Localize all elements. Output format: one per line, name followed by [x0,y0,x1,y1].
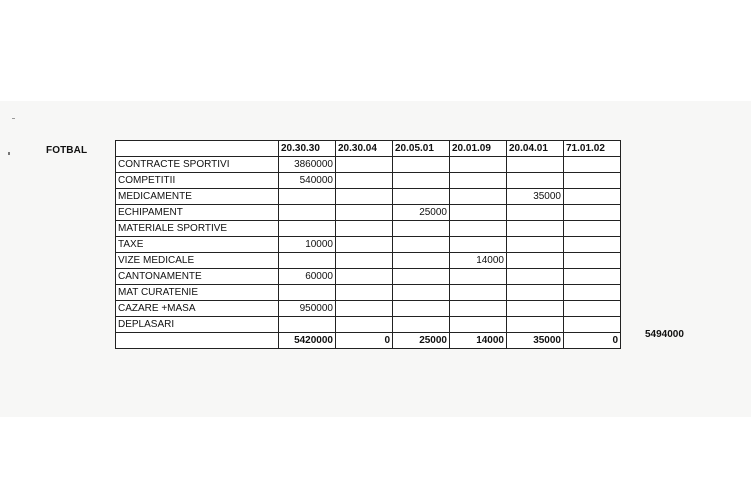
value-cell [450,189,507,205]
value-cell [507,157,564,173]
row-label [116,333,279,349]
scan-speck [8,152,10,155]
column-header: 20.05.01 [393,141,450,157]
row-label: CANTONAMENTE [116,269,279,285]
value-cell [450,205,507,221]
header-blank-cell [116,141,279,157]
value-cell: 10000 [279,237,336,253]
grand-total: 5494000 [645,329,684,340]
value-cell: 5420000 [279,333,336,349]
row-label: CONTRACTE SPORTIVI [116,157,279,173]
value-cell [393,253,450,269]
value-cell [507,269,564,285]
value-cell [564,237,621,253]
value-cell [393,157,450,173]
value-cell: 25000 [393,333,450,349]
table-row [116,221,621,237]
value-cell [393,285,450,301]
value-cell: 14000 [450,253,507,269]
value-cell [564,221,621,237]
value-cell [393,317,450,333]
value-cell [564,301,621,317]
value-cell [507,205,564,221]
value-cell [507,237,564,253]
value-cell [279,317,336,333]
value-cell [336,205,393,221]
value-cell [393,173,450,189]
value-cell: 0 [336,333,393,349]
table-row [116,317,621,333]
table-row [116,269,621,285]
value-cell [393,301,450,317]
row-label: DEPLASARI [116,317,279,333]
column-header: 20.30.30 [279,141,336,157]
value-cell [450,221,507,237]
value-cell [450,285,507,301]
row-label: MEDICAMENTE [116,189,279,205]
table-row [116,173,621,189]
row-label: MATERIALE SPORTIVE [116,221,279,237]
table-row [116,157,621,173]
value-cell [564,157,621,173]
value-cell [564,285,621,301]
value-cell [507,221,564,237]
value-cell [507,301,564,317]
table-row [116,189,621,205]
row-label: VIZE MEDICALE [116,253,279,269]
sport-title: FOTBAL [46,145,88,156]
value-cell: 3860000 [279,157,336,173]
value-cell [279,253,336,269]
row-label: COMPETITII [116,173,279,189]
row-label: ECHIPAMENT [116,205,279,221]
value-cell [393,269,450,285]
value-cell [393,189,450,205]
value-cell [507,253,564,269]
value-cell [393,237,450,253]
value-cell [450,317,507,333]
value-cell [564,253,621,269]
value-cell [336,317,393,333]
value-cell [450,301,507,317]
scan-speck [12,118,15,119]
value-cell [450,173,507,189]
value-cell [393,221,450,237]
value-cell [336,189,393,205]
value-cell: 540000 [279,173,336,189]
value-cell [336,253,393,269]
table-row [116,253,621,269]
value-cell [507,285,564,301]
value-cell [450,237,507,253]
header-row [116,141,621,157]
value-cell [336,301,393,317]
table-row [116,285,621,301]
value-cell [336,221,393,237]
value-cell [507,173,564,189]
value-cell: 35000 [507,333,564,349]
value-cell [450,157,507,173]
value-cell [279,221,336,237]
value-cell [279,205,336,221]
column-header: 20.01.09 [450,141,507,157]
value-cell [279,189,336,205]
value-cell: 25000 [393,205,450,221]
value-cell: 14000 [450,333,507,349]
value-cell: 0 [564,333,621,349]
value-cell [564,173,621,189]
value-cell [507,317,564,333]
value-cell [336,285,393,301]
value-cell [564,269,621,285]
value-cell [564,189,621,205]
value-cell: 60000 [279,269,336,285]
table-row [116,237,621,253]
column-header: 71.01.02 [564,141,621,157]
total-row [116,333,621,349]
column-header: 20.04.01 [507,141,564,157]
value-cell [564,317,621,333]
row-label: TAXE [116,237,279,253]
table-row [116,205,621,221]
value-cell: 35000 [507,189,564,205]
value-cell [279,285,336,301]
value-cell [336,173,393,189]
value-cell [336,237,393,253]
value-cell [336,269,393,285]
budget-table [115,140,621,349]
value-cell: 950000 [279,301,336,317]
value-cell [450,269,507,285]
value-cell [336,157,393,173]
row-label: MAT CURATENIE [116,285,279,301]
value-cell [564,205,621,221]
column-header: 20.30.04 [336,141,393,157]
table-row [116,301,621,317]
row-label: CAZARE +MASA [116,301,279,317]
